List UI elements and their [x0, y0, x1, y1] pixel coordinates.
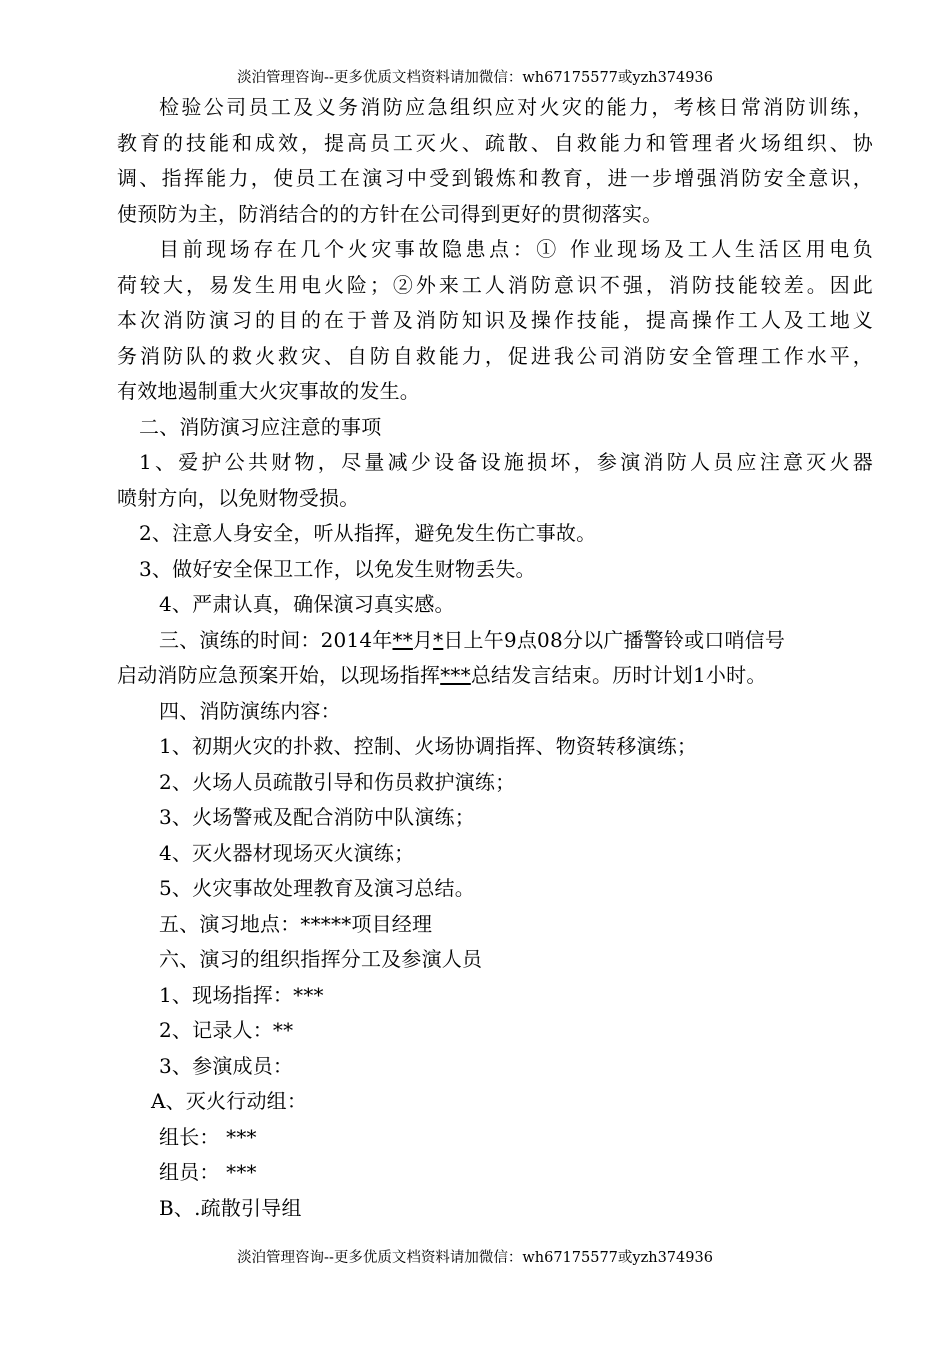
text-run: 三、演练的时间：2014年: [159, 627, 393, 652]
list-item: 2、记录人：**: [159, 1018, 294, 1042]
role-line: 组员： ***: [159, 1160, 257, 1184]
list-item: 2、火场人员疏散引导和伤员救护演练；: [159, 769, 516, 794]
text-run: 月: [412, 627, 434, 652]
section-title: 五、演习地点：*****项目经理: [159, 911, 433, 936]
text-run: 启动消防应急预案开始，以现场指挥: [117, 663, 441, 687]
list-item: 4、灭火器材现场灭火演练；: [159, 840, 415, 865]
group-title: B、.疏散引导组: [159, 1195, 302, 1220]
underlined-text: ***: [440, 663, 471, 687]
paragraph-line: [117, 658, 873, 694]
list-item: 1、爱护公共财物，尽量减少设备设施损坏，参演消防人员应注意灭火器: [139, 450, 873, 474]
underlined-text: *: [433, 627, 444, 652]
paragraph-line: 本次消防演习的目的在于普及消防知识及操作技能，提高操作工人及工地义: [117, 308, 873, 332]
paragraph-line: 调、指挥能力，使员工在演习中受到锻炼和教育，进一步增强消防安全意识，: [117, 166, 873, 190]
page-footer: 淡泊管理咨询--更多优质文档资料请加微信：wh67175577或yzh374936: [237, 1250, 713, 1266]
list-item: 3、参演成员：: [159, 1053, 294, 1078]
list-item: 2、注意人身安全，听从指挥，避免发生伤亡事故。: [139, 521, 597, 545]
list-item: 3、做好安全保卫工作，以免发生财物丢失。: [139, 556, 536, 581]
paragraph-line: 使预防为主，防消结合的的方针在公司得到更好的贯彻落实。: [117, 201, 663, 226]
paragraph-line: 检验公司员工及义务消防应急组织应对火灾的能力，考核日常消防训练，: [159, 95, 873, 119]
section-title: [117, 623, 873, 659]
section-title: 四、消防演练内容：: [159, 698, 341, 723]
text-run: 日上午9点08分以广播警铃或口哨信号: [443, 627, 786, 652]
page-header: 淡泊管理咨询--更多优质文档资料请加微信：wh67175577或yzh374936: [237, 70, 713, 86]
list-item: 1、现场指挥：***: [159, 982, 324, 1007]
paragraph-line: 目前现场存在几个火灾事故隐患点：① 作业现场及工人生活区用电负: [159, 237, 873, 261]
paragraph-line: 有效地遏制重大火灾事故的发生。: [117, 379, 420, 403]
paragraph-line: 荷较大，易发生用电火险；②外来工人消防意识不强，消防技能较差。因此: [117, 272, 873, 297]
list-item: 3、火场警戒及配合消防中队演练；: [159, 805, 475, 829]
underlined-text: **: [392, 627, 413, 652]
document-body: [117, 90, 873, 1226]
paragraph-line: 务消防队的救火救灾、自防自救能力，促进我公司消防安全管理工作水平，: [117, 343, 873, 368]
list-item: 1、初期火灾的扑救、控制、火场协调指挥、物资转移演练；: [159, 734, 698, 758]
role-line: 组长： ***: [159, 1124, 257, 1149]
section-title: 二、消防演习应注意的事项: [139, 414, 382, 439]
paragraph-line: 教育的技能和成效，提高员工灭火、疏散、自救能力和管理者火场组织、协: [117, 130, 873, 155]
list-item: 4、严肃认真，确保演习真实感。: [159, 592, 455, 616]
list-item: 喷射方向，以免财物受损。: [117, 485, 360, 510]
list-item: 5、火灾事故处理教育及演习总结。: [159, 876, 475, 900]
group-title: A、灭火行动组：: [151, 1089, 308, 1113]
text-run: 总结发言结束。历时计划1小时。: [470, 663, 767, 687]
section-title: 六、演习的组织指挥分工及参演人员: [159, 947, 483, 971]
